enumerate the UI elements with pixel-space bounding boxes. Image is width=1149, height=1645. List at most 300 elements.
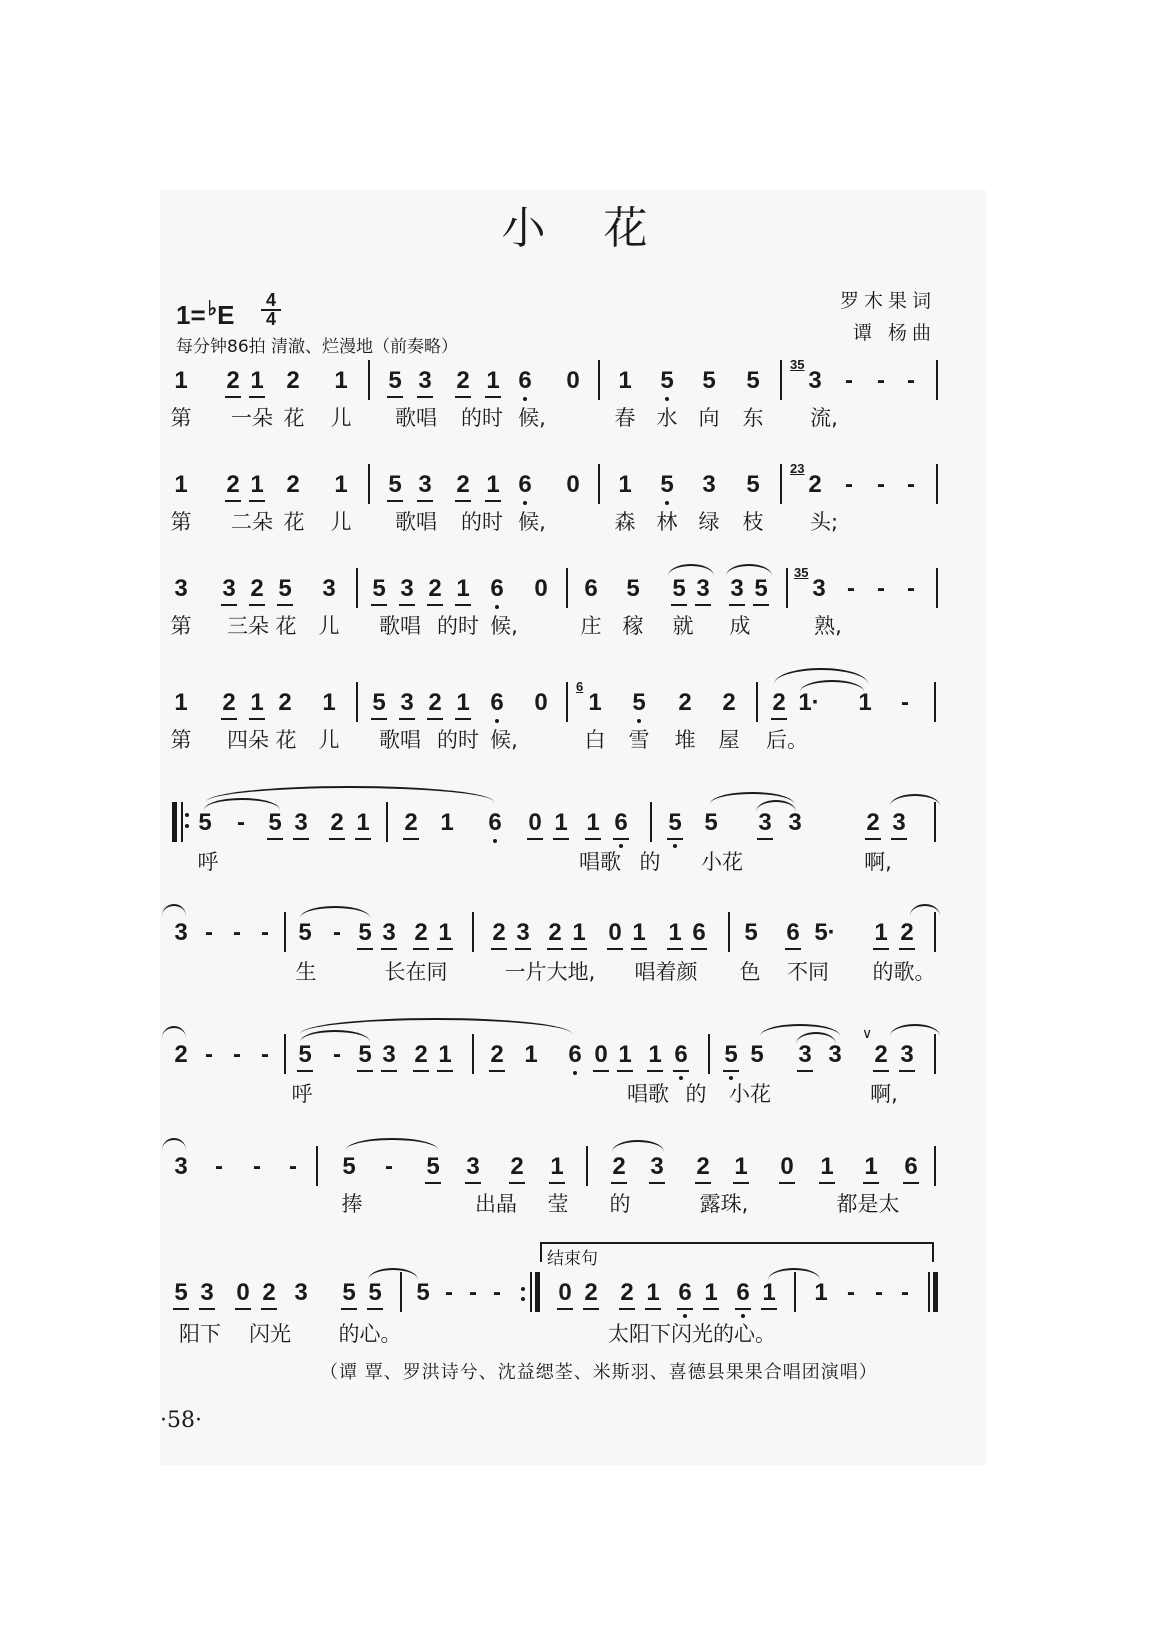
note: 1: [858, 689, 872, 716]
note: 5: [626, 575, 640, 602]
barline: [936, 360, 938, 400]
final-barline: [933, 1272, 938, 1312]
note: 3: [808, 367, 822, 394]
note: 3: [380, 1040, 398, 1070]
dash: -: [233, 1041, 241, 1068]
lyric: 向: [698, 406, 720, 430]
notation-row-2: [172, 461, 940, 510]
lyric: 儿: [330, 406, 352, 430]
barline: [356, 568, 358, 608]
note: 3: [416, 470, 434, 500]
repeat-start: [172, 802, 188, 842]
note: 2: [402, 808, 420, 838]
lyric: 莹: [547, 1192, 569, 1216]
note: 5: [370, 574, 388, 604]
lyric: 小花: [729, 1082, 771, 1106]
key-prefix: 1=: [176, 300, 206, 330]
lyric: 二朵: [231, 510, 273, 534]
composer-credit: 谭 杨曲: [852, 322, 936, 344]
barline: [472, 1034, 474, 1074]
lyric: 花: [283, 510, 305, 534]
notation-row-3: [172, 565, 940, 614]
note: 3: [322, 575, 336, 602]
note: 0: [606, 918, 624, 948]
lyric: 林: [656, 510, 678, 534]
note: 1: [646, 1040, 664, 1070]
note: 2: [412, 1040, 430, 1070]
lyric: 的时: [437, 728, 479, 752]
note: 1: [334, 471, 348, 498]
lyric: 呼: [291, 1082, 313, 1106]
note: 1: [354, 808, 372, 838]
barline: [934, 682, 936, 722]
dash: -: [847, 1279, 855, 1306]
note: 2: [278, 689, 292, 716]
note: 5: [416, 1279, 430, 1306]
note: 5·: [814, 919, 836, 946]
lyric-row-6: [172, 956, 940, 984]
barline: [934, 1034, 936, 1074]
note: 3: [514, 918, 532, 948]
barline: [598, 464, 600, 504]
barline: [650, 802, 652, 842]
note: 1: [588, 689, 602, 716]
note: 2: [248, 574, 266, 604]
lyric: 第: [170, 728, 192, 752]
barline: [356, 682, 358, 722]
barline: [728, 912, 730, 952]
note: 3: [174, 919, 188, 946]
note: 3: [292, 808, 310, 838]
barline: [780, 360, 782, 400]
note: 3: [756, 808, 774, 838]
dash: -: [253, 1153, 261, 1180]
barline: [934, 802, 936, 842]
lyric: 呼: [197, 850, 219, 874]
lyric: 森: [614, 510, 636, 534]
note: 5: [276, 574, 294, 604]
dash: -: [493, 1279, 501, 1306]
note: 3: [398, 688, 416, 718]
key-signature: [176, 296, 234, 331]
note: 5: [702, 367, 716, 394]
meter-top: 4: [265, 290, 276, 310]
note: 2: [898, 918, 916, 948]
barline: [368, 464, 370, 504]
note: 2: [328, 808, 346, 838]
note: 1: [872, 918, 890, 948]
note: 1: [618, 367, 632, 394]
lyric: 候,: [518, 406, 546, 430]
dash: -: [845, 367, 853, 394]
dash: -: [333, 1041, 341, 1068]
note: 1: [552, 808, 570, 838]
note: 0: [526, 808, 544, 838]
note: 5: [746, 471, 760, 498]
barline: [316, 1146, 318, 1186]
lyric: 堆: [674, 728, 696, 752]
note: 2: [582, 1278, 600, 1308]
notation-row-7: [172, 1026, 940, 1080]
lyric: 露珠,: [699, 1192, 749, 1216]
barline: [780, 464, 782, 504]
lyric: 歌唱: [395, 510, 437, 534]
note: 2: [260, 1278, 278, 1308]
lyric: 候,: [518, 510, 546, 534]
meter-bottom: 4: [261, 309, 281, 328]
flat-icon: ♭: [207, 298, 218, 320]
dash: -: [877, 471, 885, 498]
note: 5: [172, 1278, 190, 1308]
note: 0: [534, 689, 548, 716]
dash: -: [261, 919, 269, 946]
dash: -: [901, 689, 909, 716]
lyric: 头;: [809, 510, 839, 534]
lyric: 一朵: [231, 406, 273, 430]
note: 6: [784, 918, 802, 948]
lyric-row-1: [172, 402, 940, 430]
dash: -: [261, 1041, 269, 1068]
dash: -: [205, 1041, 213, 1068]
note: 0: [534, 575, 548, 602]
note: 0: [566, 471, 580, 498]
note: 3: [890, 808, 908, 838]
lyric: 的歌。: [872, 960, 936, 984]
dash: -: [845, 471, 853, 498]
lyric: 的时: [461, 406, 503, 430]
note: 2: [694, 1152, 712, 1182]
note: 1: [440, 809, 454, 836]
lyric: 的时: [461, 510, 503, 534]
lyric: 雪: [628, 728, 650, 752]
note: 2: [770, 688, 788, 718]
lyric: 太阳下闪光的心。: [608, 1322, 776, 1346]
dash: -: [907, 471, 915, 498]
note: 1: [484, 366, 502, 396]
lyric: 花: [275, 728, 297, 752]
lyricist-credit: 罗木果词: [839, 290, 936, 312]
barline: [928, 1272, 930, 1312]
notation-row-8: [172, 1152, 940, 1192]
note: 2: [286, 471, 300, 498]
note: 1: [760, 1278, 778, 1308]
note: 5: [746, 367, 760, 394]
note: 5: [296, 1040, 314, 1070]
note: 1: [524, 1041, 538, 1068]
lyric: 啊,: [864, 850, 892, 874]
note: 3: [294, 1279, 308, 1306]
note: 2: [426, 688, 444, 718]
lyric: 生: [295, 960, 317, 984]
performers-credit: （谭 覃、罗洪诗兮、沈益缌荃、米斯羽、喜德县果果合唱团演唱）: [320, 1362, 878, 1383]
lyric: 第: [170, 614, 192, 638]
lyric: 流,: [810, 406, 838, 430]
lyric: 啊,: [870, 1082, 898, 1106]
note: 6: [690, 918, 708, 948]
note: 1: [732, 1152, 750, 1182]
barline: [708, 1034, 710, 1074]
note: 5: [298, 919, 312, 946]
note: 1: [484, 470, 502, 500]
note: 2: [546, 918, 564, 948]
note: 5: [750, 1041, 764, 1068]
grace-notes: 35: [794, 565, 809, 580]
note: 2: [808, 471, 822, 498]
note: 6: [734, 1278, 752, 1308]
note: 2: [454, 470, 472, 500]
note: 2: [678, 689, 692, 716]
note: 1: [862, 1152, 880, 1182]
barline: [284, 1034, 286, 1074]
note: 5: [366, 1278, 384, 1308]
lyric: 闪光: [249, 1322, 291, 1346]
lyric: 候,: [490, 614, 518, 638]
note: 2: [610, 1152, 628, 1182]
lyric: 稼: [622, 614, 644, 638]
note: 3: [174, 575, 188, 602]
note: 3: [898, 1040, 916, 1070]
note: 1: [644, 1278, 662, 1308]
note: 5: [356, 1040, 374, 1070]
note: 5: [670, 574, 688, 604]
lyric: 的: [639, 850, 661, 874]
note: 0: [592, 1040, 610, 1070]
lyric: 的: [609, 1192, 631, 1216]
note: 3: [174, 1153, 188, 1180]
note: 5: [424, 1152, 442, 1182]
note: 2: [488, 1040, 506, 1070]
lyric: 庄: [580, 614, 602, 638]
note: 6: [584, 575, 598, 602]
page-number: ·58·: [160, 1408, 202, 1433]
note: 1: [322, 689, 336, 716]
note: 6: [516, 470, 534, 500]
note: 1: [248, 688, 266, 718]
lyric: 四朵: [227, 728, 269, 752]
lyric: 白: [584, 728, 606, 752]
dash: -: [215, 1153, 223, 1180]
lyric: 唱歌: [579, 850, 621, 874]
barline: [530, 1272, 532, 1312]
note: 0: [234, 1278, 252, 1308]
barline: [936, 464, 938, 504]
note: 6: [516, 366, 534, 396]
note: 5: [744, 919, 758, 946]
dash: -: [237, 809, 245, 836]
note: 5: [386, 366, 404, 396]
note: 2: [286, 367, 300, 394]
lyric: 后。: [766, 728, 808, 752]
note: 3: [702, 471, 716, 498]
note: 0: [566, 367, 580, 394]
dash: -: [445, 1279, 453, 1306]
note: 2: [490, 918, 508, 948]
barline: [934, 1146, 936, 1186]
note: 3: [796, 1040, 814, 1070]
lyric-row-4: [172, 724, 940, 752]
lyric: 熟,: [814, 614, 842, 638]
dash: -: [847, 575, 855, 602]
lyric: 绿: [698, 510, 720, 534]
note: 6: [612, 808, 630, 838]
dash: -: [901, 1279, 909, 1306]
repeat-end: [535, 1272, 540, 1312]
note: 3: [416, 366, 434, 396]
note: 5: [198, 809, 212, 836]
lyric: 出晶: [475, 1192, 517, 1216]
note: 3: [220, 574, 238, 604]
note: 2: [412, 918, 430, 948]
lyric: 儿: [318, 728, 340, 752]
note: 1·: [798, 689, 820, 716]
note: 3: [398, 574, 416, 604]
note: 6: [488, 574, 506, 604]
lyric: 歌唱: [379, 614, 421, 638]
note: 5: [658, 470, 676, 500]
note: 3: [828, 1041, 842, 1068]
lyric-row-5: [172, 846, 940, 874]
note: 2: [174, 1041, 188, 1068]
lyric: 水: [656, 406, 678, 430]
lyric: 色: [739, 960, 761, 984]
notation-row-6: [172, 918, 940, 958]
lyric-row-7: [172, 1078, 940, 1106]
note: 3: [198, 1278, 216, 1308]
lyric-row-3: [172, 610, 940, 638]
note: 5: [386, 470, 404, 500]
note: 5: [630, 688, 648, 718]
lyric: 小花: [701, 850, 743, 874]
note: 5: [666, 808, 684, 838]
lyric: 歌唱: [395, 406, 437, 430]
note: 1: [334, 367, 348, 394]
note: 6: [676, 1278, 694, 1308]
barline: [386, 802, 388, 842]
lyric: 花: [275, 614, 297, 638]
key-tonic: E: [217, 300, 235, 330]
note: 2: [508, 1152, 526, 1182]
lyric: 歌唱: [379, 728, 421, 752]
barline: [566, 682, 568, 722]
lyric: 枝: [742, 510, 764, 534]
note: 5: [342, 1153, 356, 1180]
song-title: 小花: [501, 203, 706, 254]
note: 1: [630, 918, 648, 948]
note: 1: [548, 1152, 566, 1182]
notation-row-4: [172, 679, 940, 728]
note: 1: [584, 808, 602, 838]
note: 1: [814, 1279, 828, 1306]
note: 1: [570, 918, 588, 948]
time-signature: [261, 292, 281, 328]
note: 5: [340, 1278, 358, 1308]
note: 3: [464, 1152, 482, 1182]
grace-note: 6: [576, 679, 584, 694]
note: 1: [436, 918, 454, 948]
notation-row-9: [172, 1278, 940, 1318]
lyric: 三朵: [227, 614, 269, 638]
note: 3: [728, 574, 746, 604]
note: 2: [224, 470, 242, 500]
lyric: 捧: [341, 1192, 363, 1216]
barline: [284, 912, 286, 952]
barline: [586, 1146, 588, 1186]
notation-row-5: [172, 808, 940, 848]
barline: [598, 360, 600, 400]
lyric: 的心。: [338, 1322, 402, 1346]
note: 3: [380, 918, 398, 948]
note: 5: [722, 1040, 740, 1070]
note: 6: [486, 808, 504, 838]
note: 6: [902, 1152, 920, 1182]
lyric: 成: [729, 614, 751, 638]
dash: -: [333, 919, 341, 946]
note: 0: [556, 1278, 574, 1308]
note: 6: [672, 1040, 690, 1070]
barline: [566, 568, 568, 608]
note: 6: [488, 688, 506, 718]
lyric: 一片大地,: [504, 960, 596, 984]
barline: [936, 568, 938, 608]
lyric: 第: [170, 510, 192, 534]
note: 6: [566, 1040, 584, 1070]
grace-notes: 35: [790, 357, 805, 372]
breath-mark-icon: ∨: [862, 1026, 873, 1042]
note: 1: [454, 574, 472, 604]
lyric: 不同: [787, 960, 829, 984]
note: 1: [248, 366, 266, 396]
note: 3: [694, 574, 712, 604]
note: 1: [436, 1040, 454, 1070]
note: 1: [174, 471, 188, 498]
note: 1: [818, 1152, 836, 1182]
note: 1: [174, 689, 188, 716]
closing-bracket: [540, 1242, 934, 1262]
barline: [368, 360, 370, 400]
note: 1: [702, 1278, 720, 1308]
lyric: 的时: [437, 614, 479, 638]
note: 2: [224, 366, 242, 396]
lyric: 花: [283, 406, 305, 430]
barline: [934, 912, 936, 952]
note: 1: [618, 471, 632, 498]
notation-row-1: [172, 357, 940, 406]
note: 0: [778, 1152, 796, 1182]
lyric: 儿: [318, 614, 340, 638]
note: 1: [666, 918, 684, 948]
note: 2: [220, 688, 238, 718]
note: 2: [864, 808, 882, 838]
lyric: 长在同: [384, 960, 448, 984]
lyric: 都是太: [836, 1192, 900, 1216]
note: 1: [454, 688, 472, 718]
dash: -: [907, 575, 915, 602]
lyric: 阳下: [179, 1322, 221, 1346]
note: 5: [704, 809, 718, 836]
note: 5: [658, 366, 676, 396]
note: 1: [248, 470, 266, 500]
dash: -: [385, 1153, 393, 1180]
dash: -: [233, 919, 241, 946]
note: 3: [788, 809, 802, 836]
note: 1: [174, 367, 188, 394]
dash: -: [875, 1279, 883, 1306]
note: 5: [752, 574, 770, 604]
repeat-dots: [520, 1278, 526, 1308]
dash: -: [469, 1279, 477, 1306]
note: 5: [266, 808, 284, 838]
lyric: 屋: [718, 728, 740, 752]
